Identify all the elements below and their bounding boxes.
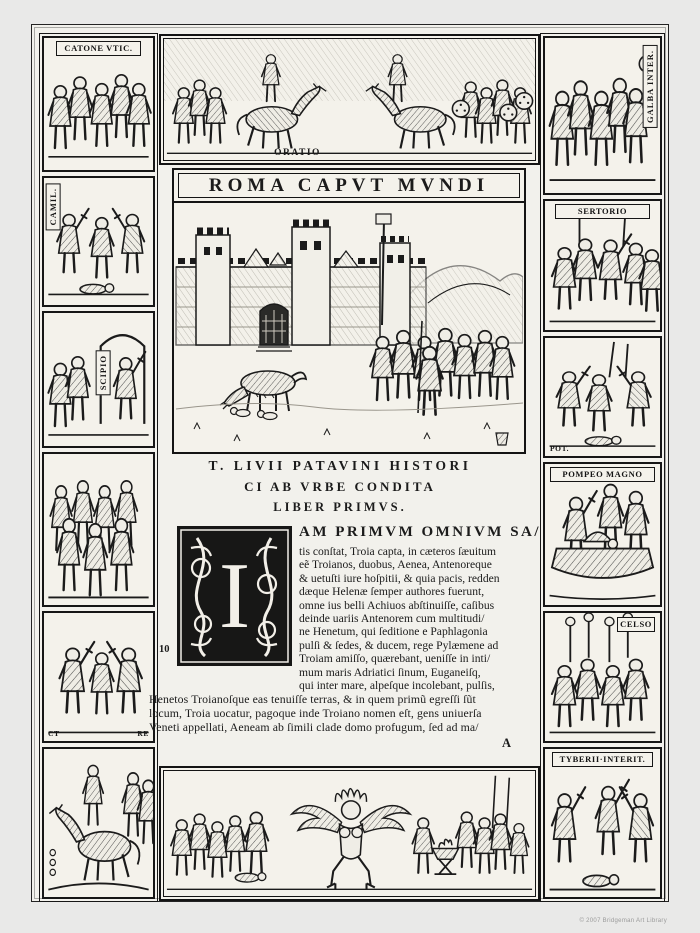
top-frieze-battle xyxy=(159,34,540,165)
woodcut-crowd-scene xyxy=(44,454,153,605)
body-text-indented xyxy=(299,545,541,692)
panel-label-celso: CELSO xyxy=(617,617,655,632)
woodcut-crowd-stakes-scene xyxy=(545,613,660,741)
panel-scipio xyxy=(42,311,155,448)
panel-label-pompeo: POMPEO MAGNO xyxy=(550,467,656,482)
central-woodcut-block xyxy=(172,168,526,454)
woodcut-boat-scene xyxy=(545,464,660,605)
top-frieze-label: ORATIO xyxy=(274,148,321,158)
panel-corner-mark-pot: POT. xyxy=(550,443,570,453)
bottom-frieze-harpy xyxy=(159,766,540,901)
panel-galba xyxy=(543,36,662,195)
city-wall xyxy=(176,223,426,345)
city-gate xyxy=(256,304,292,351)
body-text-full-width xyxy=(149,693,543,734)
title-line-3: LIBER PRIMVS. xyxy=(273,500,407,514)
bucket xyxy=(496,433,508,445)
woodcut-rome-wolf-scene xyxy=(174,203,523,451)
text-line: Troiam amiſſo, quærebant, ueniſſe in inti/ xyxy=(299,652,491,666)
panel-label-tyberii: TYBERII·INTERIT. xyxy=(552,752,653,767)
panel-pompeo-magno xyxy=(543,462,662,607)
text-line: deinde uariis Antenorem cum multitudi/ xyxy=(299,612,485,626)
initial-letter-I: I xyxy=(218,544,251,648)
woodcut-crowd-scene xyxy=(44,38,153,170)
woodcut-harpy-sacrifice xyxy=(161,768,538,899)
woodcut-clubbing-scene xyxy=(545,749,660,897)
panel-label-catone: CATONE VTIC. xyxy=(56,41,141,56)
panel-catone-uticensis xyxy=(42,36,155,172)
panel-label-galba: GALBA INTER. xyxy=(643,45,658,128)
woodcut-cavalry-battle xyxy=(161,36,538,163)
woodcut-duel-scene xyxy=(44,613,153,741)
panel-sertorio xyxy=(543,199,662,332)
panel-horseman-curtius xyxy=(42,747,155,899)
woodcut-horseman-scene xyxy=(44,749,153,897)
title-line-2: CI AB VRBE CONDITA xyxy=(244,479,436,494)
text-line: ne Henetum, qui ſeditione e Paphlagonia xyxy=(299,625,488,639)
text-line: locum, Troia uocatur, pagoque inde Troiano nomen eſt, gens uniuerſa xyxy=(149,705,482,720)
margin-note: 10 xyxy=(159,644,170,655)
opening-line: AM PRIMVM OMNIVM SA/ xyxy=(299,524,542,540)
panel-camillus xyxy=(42,176,155,307)
panel-celso xyxy=(543,611,662,743)
panel-label-camil: CAMIL. xyxy=(46,183,61,230)
catchword: A xyxy=(502,736,512,750)
panel-duel-left xyxy=(42,611,155,743)
panel-corner-mark-right: RE xyxy=(137,728,149,738)
woodcut-battle-scene xyxy=(545,338,660,456)
panel-battle-right xyxy=(543,336,662,458)
text-line: qui inter mare, alpeſque incolebant, pulſis, xyxy=(299,679,495,693)
panel-label-sertorio: SERTORIO xyxy=(555,204,649,219)
text-line: eẽ Troianos, duobus, Aenea, Antenoreque xyxy=(299,558,492,572)
harpy-figure xyxy=(292,789,410,890)
text-line: dæque Helenæ ſemper authores fuerunt, xyxy=(299,585,485,599)
she-wolf-romulus-remus xyxy=(220,371,306,420)
panel-corner-mark-left: CT xyxy=(48,728,60,738)
woodcut-crowd-scene xyxy=(545,201,660,330)
panel-tyberii-interitus xyxy=(543,747,662,899)
title-line-1: T. LIVII PATAVINI HISTORI xyxy=(208,458,472,473)
text-line: pulſi & ſedes, & ducem, rege Pylæmene ad xyxy=(299,638,499,652)
panel-crowd-left xyxy=(42,452,155,607)
title-page-sheet xyxy=(31,24,669,902)
text-line: mum maris Adriatici ſinum, Euganeiſq, xyxy=(299,665,481,679)
text-line: Henetos Troianoſque eas tenuiſſe terras, & in quem primũ egreſſi ſũt xyxy=(149,692,476,706)
text-line: omne ius belli Achiuos abſtinuiſſe, caſibus xyxy=(299,598,495,612)
decorated-initial-block xyxy=(177,526,292,666)
banner-title: ROMA CAPVT MVNDI xyxy=(178,173,520,198)
panel-label-scipio: SCIPIO xyxy=(96,350,111,395)
text-line: & uetuſti iure hoſpitii, & quia pacis, redden xyxy=(299,571,500,585)
brazier xyxy=(432,839,458,874)
book-title-block xyxy=(159,458,521,515)
copyright-credit: © 2007 Bridgeman Art Library xyxy=(579,918,667,924)
text-line: Veneti appellati, Aeneam ab ſimili clade domo profugum, ſed ad ma/ xyxy=(149,719,479,734)
text-line: tis conſtat, Troia capta, in cæteros ſæuitum xyxy=(299,545,497,558)
banner-roma-caput-mundi xyxy=(174,170,524,203)
